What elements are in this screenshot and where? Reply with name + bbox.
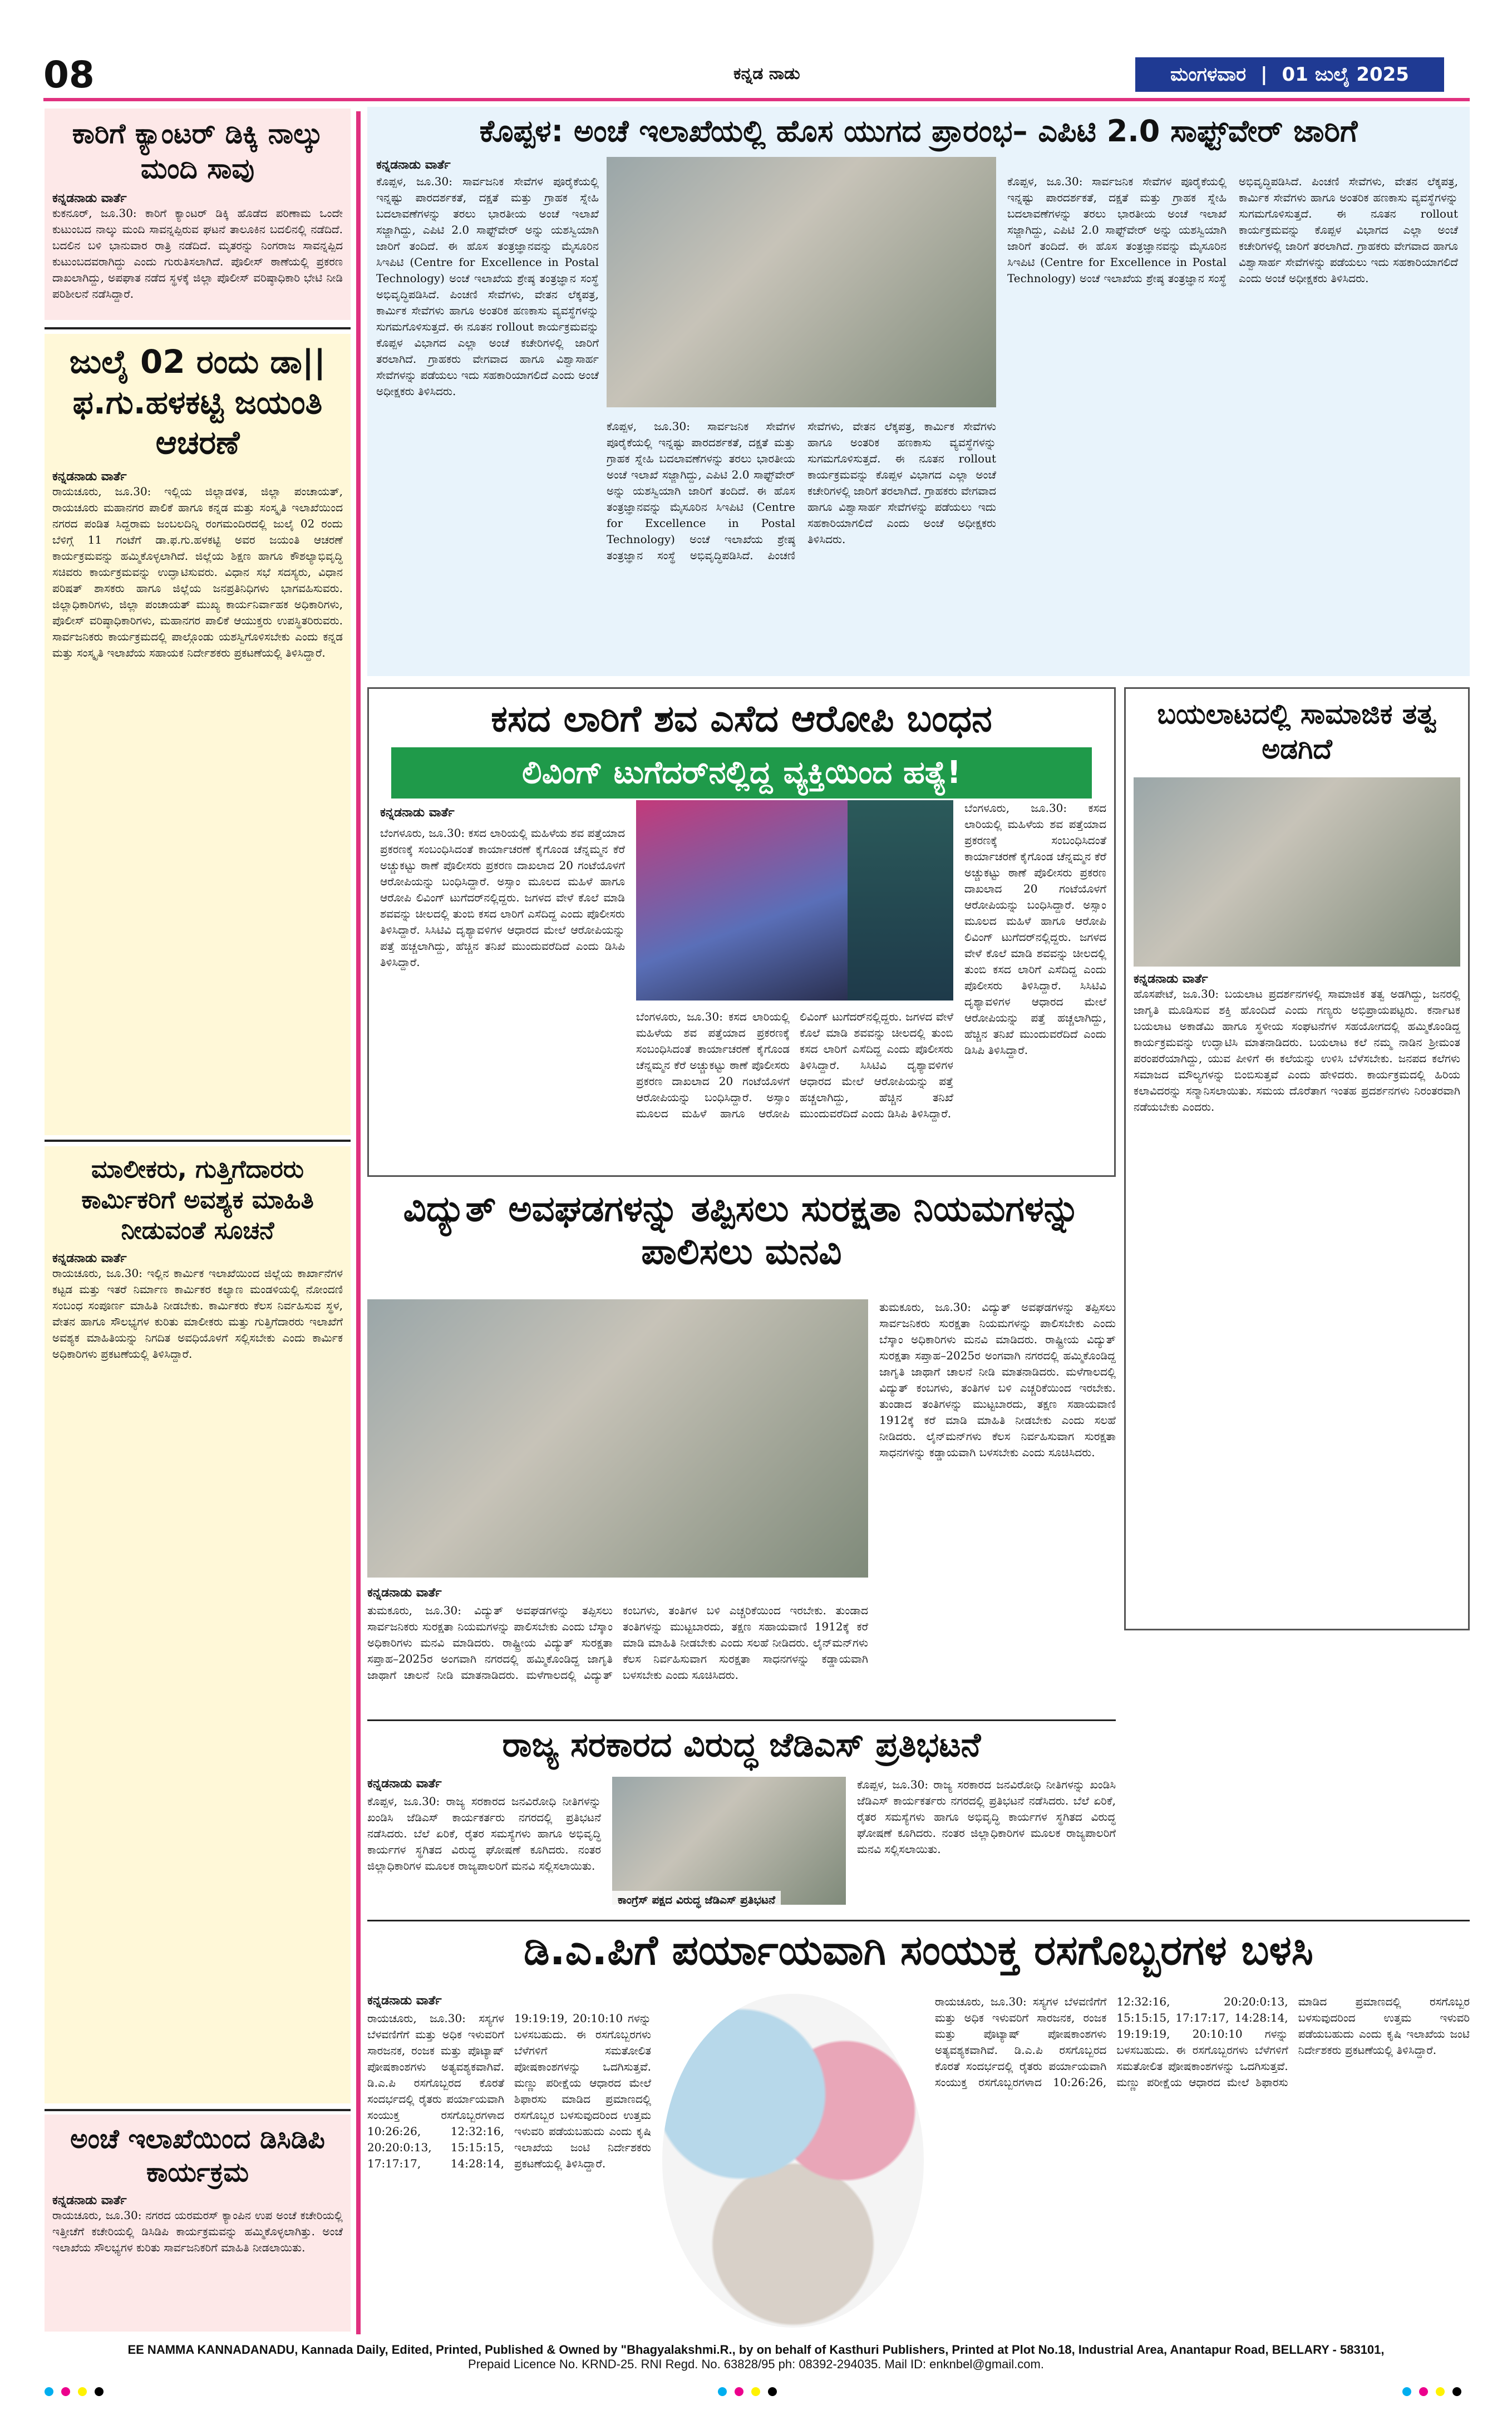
story-labour-info <box>45 1146 351 2103</box>
byline: ಕನ್ನಡನಾಡು ವಾರ್ತೆ <box>367 1777 442 1791</box>
headline: ವಿದ್ಯುತ್ ಅವಘಡಗಳನ್ನು ತಪ್ಪಿಸಲು ಸುರಕ್ಷತಾ ನಿಯಮಗಳನ್ನು ಪಾಲಿಸಲು ಮನವಿ <box>403 1189 1080 1273</box>
byline: ಕನ್ನಡನಾಡು ವಾರ್ತೆ <box>52 191 127 205</box>
article-body-continued: ಕೊಪ್ಪಳ, ಜೂ.30: ಸಾರ್ವಜನಿಕ ಸೇವೆಗಳ ಪೂರೈಕೆಯಲ್ಲಿ ಇನ್ನಷ್ಟು ಪಾರದರ್ಶಕತೆ, ದಕ್ಷತೆ ಮತ್ತು ಗ್ರಾಹಕ ಸ್ನೇಹಿ ಬದಲಾವಣೆಗಳನ್ನು ತರಲು ಭಾರತೀಯ ಅಂಚೆ ಇಲಾಖೆ ಸಜ್ಜಾಗಿದ್ದು, ಎಪಿಟಿ 2.0 ಸಾಫ್ಟ್‌ವೇರ್ ಅನ್ನು ಯಶಸ್ವಿಯಾಗಿ ಜಾರಿಗೆ ತಂದಿದೆ. ಈ ಹೊಸ ತಂತ್ರಜ್ಞಾನವನ್ನು ಮೈಸೂರಿನ ಸಿಇಪಿಟಿ (Centre for Excellence in Postal Technology) ಅಂಚೆ ಇಲಾಖೆಯ ಶ್ರೇಷ್ಠ ತಂತ್ರಜ್ಞಾನ ಸಂಸ್ಥೆ ಅಭಿವೃದ್ಧಿಪಡಿಸಿದೆ. ಪಿಂಚಣಿ ಸೇವೆಗಳು, ವೇತನ ಲೆಕ್ಕಪತ್ರ, ಕಾರ್ಮಿಕ ಸೇವೆಗಳು ಹಾಗೂ ಅಂತರಿಕ ಹಣಕಾಸು ವ್ಯವಸ್ಥೆಗಳನ್ನು ಸುಗಮಗೊಳಿಸುತ್ತದೆ. ಈ ನೂತನ rollout ಕಾರ್ಯಕ್ರಮವನ್ನು ಕೊಪ್ಪಳ ವಿಭಾಗದ ಎಲ್ಲಾ ಅಂಚೆ ಕಚೇರಿಗಳಲ್ಲಿ ಜಾರಿಗೆ ತರಲಾಗಿದೆ. ಗ್ರಾಹಕರು ವೇಗವಾದ ಹಾಗೂ ವಿಶ್ವಾಸಾರ್ಹ ಸೇವೆಗಳನ್ನು ಪಡೆಯಲು ಇದು ಸಹಕಾರಿಯಾಗಲಿದೆ ಎಂದು ಅಂಚೆ ಅಧೀಕ್ಷಕರು ತಿಳಿಸಿದರು. <box>1007 175 1458 285</box>
color-registration-marks-left <box>45 2387 104 2396</box>
story-post-dcdp <box>45 2115 351 2332</box>
fertilizer-granules-image <box>662 1994 924 2328</box>
accused-photo <box>848 800 953 1001</box>
headline: ಮಾಲೀಕರು, ಗುತ್ತಿಗೆದಾರರು ಕಾರ್ಮಿಕರಿಗೆ ಅವಶ್ಯಕ ಮಾಹಿತಿ ನೀಡುವಂತೆ ಸೂಚನೆ <box>81 1155 314 1245</box>
article-body-right: ಬೆಂಗಳೂರು, ಜೂ.30: ಕಸದ ಲಾರಿಯಲ್ಲಿ ಮಹಿಳೆಯ ಶವ ಪತ್ತೆಯಾದ ಪ್ರಕರಣಕ್ಕೆ ಸಂಬಂಧಿಸಿದಂತೆ ಕಾರ್ಯಾಚರಣೆ ಕೈಗೊಂಡ ಚೆನ್ನಮ್ಮನ ಕೆರೆ ಅಚ್ಚುಕಟ್ಟು ಠಾಣೆ ಪೊಲೀಸರು ಪ್ರಕರಣ ದಾಖಲಾದ 20 ಗಂಟೆಯೊಳಗೆ ಆರೋಪಿಯನ್ನು ಬಂಧಿಸಿದ್ದಾರೆ. ಅಸ್ಸಾಂ ಮೂಲದ ಮಹಿಳೆ ಹಾಗೂ ಆರೋಪಿ ಲಿವಿಂಗ್ ಟುಗೆದರ್‌ನಲ್ಲಿದ್ದರು. ಜಗಳದ ವೇಳೆ ಕೊಲೆ ಮಾಡಿ ಶವವನ್ನು ಚೀಲದಲ್ಲಿ ತುಂಬಿ ಕಸದ ಲಾರಿಗೆ ಎಸೆದಿದ್ದ ಎಂದು ಪೊಲೀಸರು ತಿಳಿಸಿದ್ದಾರೆ. ಸಿಸಿಟಿವಿ ದೃಶ್ಯಾವಳಿಗಳ ಆಧಾರದ ಮೇಲೆ ಆರೋಪಿಯನ್ನು ಪತ್ತೆ ಹಚ್ಚಲಾಗಿದ್ದು, ಹೆಚ್ಚಿನ ತನಿಖೆ ಮುಂದುವರೆದಿದೆ ಎಂದು ಡಿಸಿಪಿ ತಿಳಿಸಿದ್ದಾರೆ. <box>964 801 1106 1057</box>
imprint-line-1: EE NAMMA KANNADANADU, Kannada Daily, Edited, Printed, Published & Owned by "Bhagyalakshmi.R., by on behalf of Kasthuri Publishers, Printed at Plot No.18, Industrial Area, Anantapur Road, BELLARY - 583101, <box>127 2343 1385 2357</box>
protest-photo <box>612 1777 846 1905</box>
story-bayalata <box>1124 687 1470 1630</box>
byline: ಕನ್ನಡನಾಡು ವಾರ್ತೆ <box>376 157 451 172</box>
story-canter-accident <box>45 109 351 320</box>
byline: ಕನ್ನಡನಾಡು ವಾರ್ತೆ <box>367 1994 442 2008</box>
paper-name: ಕನ್ನಡ ನಾಡು <box>733 64 800 83</box>
article-body: ಕುಕನೂರ್, ಜೂ.30: ಕಾರಿಗೆ ಕ್ಯಾಂಟರ್ ಡಿಕ್ಕಿ ಹೊಡೆದ ಪರಿಣಾಮ ಒಂದೇ ಕುಟುಂಬದ ನಾಲ್ಕು ಮಂದಿ ಸಾವನ್ನಪ್ಪಿರುವ ಘಟನೆ ತಾಲೂಕಿನ ಬದಲಿನಲ್ಲಿ ನಡೆದಿದೆ. ಬದಲಿನ ಬಳಿ ಭಾನುವಾರ ರಾತ್ರಿ ನಡೆದಿದೆ. ಮೃತರನ್ನು ನಿಂಗರಾಜ ಸಾವನ್ನಪ್ಪಿದ ಕುಟುಂಬದವರಾಗಿದ್ದು ಎಂದು ಗುರುತಿಸಲಾಗಿದೆ. ಪೊಲೀಸ್ ಠಾಣೆಯಲ್ಲಿ ಪ್ರಕರಣ ದಾಖಲಾಗಿದ್ದು, ಅಪಘಾತ ನಡೆದ ಸ್ಥಳಕ್ಕೆ ಜಿಲ್ಲಾ ಪೊಲೀಸ್ ವರಿಷ್ಠಾಧಿಕಾರಿ ಭೇಟಿ ನೀಡಿ ಪರಿಶೀಲನೆ ನಡೆಸಿದ್ದಾರೆ. <box>52 206 343 300</box>
header-rule <box>43 98 1470 101</box>
color-registration-marks-center <box>718 2387 777 2396</box>
byline: ಕನ್ನಡನಾಡು ವಾರ್ತೆ <box>367 1586 442 1600</box>
article-body: ರಾಯಚೂರು, ಜೂ.30: ಇಲ್ಲಿಯ ಜಿಲ್ಲಾಡಳಿತ, ಜಿಲ್ಲಾ ಪಂಚಾಯತ್, ರಾಯಚೂರು ಮಹಾನಗರ ಪಾಲಿಕೆ ಹಾಗೂ ಕನ್ನಡ ಮತ್ತು ಸಂಸ್ಕೃತಿ ಇಲಾಖೆಯಿಂದ ನಗರದ ಪಂಡಿತ ಸಿದ್ದರಾಮ ಜಂಬಲದಿನ್ನಿ ರಂಗಮಂದಿರದಲ್ಲಿ ಜುಲೈ 02 ರಂದು ಬೆಳಿಗ್ಗೆ 11 ಗಂಟೆಗೆ ಡಾ.ಫ.ಗು.ಹಳಕಟ್ಟಿ ಅವರ ಜಯಂತಿ ಆಚರಣೆ ಕಾರ್ಯಕ್ರಮವನ್ನು ಹಮ್ಮಿಕೊಳ್ಳಲಾಗಿದೆ. ಜಿಲ್ಲೆಯ ಶಿಕ್ಷಣ ಹಾಗೂ ಕೌಶಲ್ಯಾಭಿವೃದ್ಧಿ ಸಚಿವರು ಕಾರ್ಯಕ್ರಮವನ್ನು ಉದ್ಘಾಟಿಸುವರು. ವಿಧಾನ ಸಭೆ ಸದಸ್ಯರು, ವಿಧಾನ ಪರಿಷತ್ ಶಾಸಕರು ಹಾಗೂ ಜಿಲ್ಲೆಯ ಜನಪ್ರತಿನಿಧಿಗಳು ಭಾಗವಹಿಸುವರು. ಜಿಲ್ಲಾಧಿಕಾರಿಗಳು, ಜಿಲ್ಲಾ ಪಂಚಾಯತ್ ಮುಖ್ಯ ಕಾರ್ಯನಿರ್ವಾಹಕ ಅಧಿಕಾರಿಗಳು, ಪೊಲೀಸ್ ವರಿಷ್ಠಾಧಿಕಾರಿಗಳು, ಮಹಾನಗರ ಪಾಲಿಕೆ ಆಯುಕ್ತರು ಉಪಸ್ಥಿತರಿರುವರು. ಸಾರ್ವಜನಿಕರು ಕಾರ್ಯಕ್ರಮದಲ್ಲಿ ಪಾಲ್ಗೊಂಡು ಯಶಸ್ವಿಗೊಳಿಸಬೇಕು ಎಂದು ಕನ್ನಡ ಮತ್ತು ಸಂಸ್ಕೃತಿ ಇಲಾಖೆಯ ಸಹಾಯಕ ನಿರ್ದೇಶಕರು ಪ್ರಕಟಣೆಯಲ್ಲಿ ತಿಳಿಸಿದ್ದಾರೆ. <box>52 484 343 659</box>
headline: ಕಸದ ಲಾರಿಗೆ ಶವ ಎಸೆದ ಆರೋಪಿ ಬಂಧನ <box>491 697 992 740</box>
victim-photo <box>636 800 848 1001</box>
headline: ಬಯಲಾಟದಲ್ಲಿ ಸಾಮಾಜಿಕ ತತ್ವ ಅಡಗಿದೆ <box>1157 698 1437 765</box>
imprint-line-2: Prepaid Licence No. KRND-25. RNI Regd. No. 63828/95 ph: 08392-294035. Mail ID: enknbel@gmail.com. <box>468 2357 1044 2371</box>
story-electric-safety <box>367 1188 1116 1711</box>
story-fertilizer <box>367 1920 1470 2336</box>
article-body: ರಾಯಚೂರು, ಜೂ.30: ಇಲ್ಲಿನ ಕಾರ್ಮಿಕ ಇಲಾಖೆಯಿಂದ ಜಿಲ್ಲೆಯ ಕಾರ್ಖಾನೆಗಳ ಕಟ್ಟಡ ಮತ್ತು ಇತರೆ ನಿರ್ಮಾಣ ಕಾರ್ಮಿಕರ ಕಲ್ಯಾಣ ಮಂಡಳಿಯಲ್ಲಿ ನೋಂದಣಿ ಸಂಬಂಧ ಸಂಪೂರ್ಣ ಮಾಹಿತಿ ನೀಡಬೇಕು. ಕಾರ್ಮಿಕರು ಕೆಲಸ ನಿರ್ವಹಿಸುವ ಸ್ಥಳ, ವೇತನ ಹಾಗೂ ಸೌಲಭ್ಯಗಳ ಕುರಿತು ಮಾಲೀಕರು ಮತ್ತು ಗುತ್ತಿಗೆದಾರರು ಇಲಾಖೆಗೆ ಅವಶ್ಯಕ ಮಾಹಿತಿಯನ್ನು ನಿಗದಿತ ಅವಧಿಯೊಳಗೆ ಸಲ್ಲಿಸಬೇಕು ಎಂದು ಕಾರ್ಮಿಕ ಅಧಿಕಾರಿಗಳು ಪ್ರಕಟಣೆಯಲ್ಲಿ ತಿಳಿಸಿದ್ದಾರೆ. <box>52 1266 343 1361</box>
article-body-right: ಕೊಪ್ಪಳ, ಜೂ.30: ರಾಜ್ಯ ಸರಕಾರದ ಜನವಿರೋಧಿ ನೀತಿಗಳನ್ನು ಖಂಡಿಸಿ ಜೆಡಿಎಸ್ ಕಾರ್ಯಕರ್ತರು ನಗರದಲ್ಲಿ ಪ್ರತಿಭಟನೆ ನಡೆಸಿದರು. ಬೆಲೆ ಏರಿಕೆ, ರೈತರ ಸಮಸ್ಯೆಗಳು ಹಾಗೂ ಅಭಿವೃದ್ಧಿ ಕಾರ್ಯಗಳ ಸ್ಥಗಿತದ ವಿರುದ್ಧ ಘೋಷಣೆ ಕೂಗಿದರು. ನಂತರ ಜಿಲ್ಲಾಧಿಕಾರಿಗಳ ಮೂಲಕ ರಾಜ್ಯಪಾಲರಿಗೆ ಮನವಿ ಸಲ್ಲಿಸಲಾಯಿತು. <box>857 1778 1116 1856</box>
byline: ಕನ್ನಡನಾಡು ವಾರ್ತೆ <box>380 806 455 820</box>
subheadline-banner: ಲಿವಿಂಗ್ ಟುಗೆದರ್‌ನಲ್ಲಿದ್ದ ವ್ಯಕ್ತಿಯಿಂದ ಹತ್ಯೆ! <box>391 747 1092 799</box>
day-label: ಮಂಗಳವಾರ <box>1170 63 1247 86</box>
byline: ಕನ್ನಡನಾಡು ವಾರ್ತೆ <box>52 2194 127 2207</box>
headline: ರಾಜ್ಯ ಸರಕಾರದ ವಿರುದ್ಧ ಜೆಡಿಎಸ್ ಪ್ರತಿಭಟನೆ <box>502 1726 981 1765</box>
article-body: ರಾಯಚೂರು, ಜೂ.30: ಸಸ್ಯಗಳ ಬೆಳವಣಿಗೆಗೆ ಮತ್ತು ಅಧಿಕ ಇಳುವರಿಗೆ ಸಾರಜನಕ, ರಂಜಕ ಮತ್ತು ಪೊಟ್ಯಾಷ್ ಪೋಷಕಾಂಶಗಳು ಅತ್ಯವಶ್ಯಕವಾಗಿವೆ. ಡಿ.ಎ.ಪಿ ರಸಗೊಬ್ಬರದ ಕೊರತೆ ಸಂದರ್ಭದಲ್ಲಿ ರೈತರು ಪರ್ಯಾಯವಾಗಿ ಸಂಯುಕ್ತ ರಸಗೊಬ್ಬರಗಳಾದ 10:26:26, 12:32:16, 20:20:0:13, 15:15:15, 17:17:17, 14:28:14, 19:19:19, 20:10:10 ಗಳನ್ನು ಬಳಸಬಹುದು. ಈ ರಸಗೊಬ್ಬರಗಳು ಬೆಳೆಗಳಿಗೆ ಸಮತೋಲಿತ ಪೋಷಕಾಂಶಗಳನ್ನು ಒದಗಿಸುತ್ತವೆ. ಮಣ್ಣು ಪರೀಕ್ಷೆಯ ಆಧಾರದ ಮೇಲೆ ಶಿಫಾರಸು ಮಾಡಿದ ಪ್ರಮಾಣದಲ್ಲಿ ರಸಗೊಬ್ಬರ ಬಳಸುವುದರಿಂದ ಉತ್ತಮ ಇಳುವರಿ ಪಡೆಯಬಹುದು ಎಂದು ಕೃಷಿ ಇಲಾಖೆಯ ಜಂಟಿ ನಿರ್ದೇಶಕರು ಪ್ರಕಟಣೆಯಲ್ಲಿ ತಿಳಿಸಿದ್ದಾರೆ. <box>367 2012 651 2170</box>
story-halakatti-jayanti <box>45 334 351 1135</box>
article-body: ಕೊಪ್ಪಳ, ಜೂ.30: ರಾಜ್ಯ ಸರಕಾರದ ಜನವಿರೋಧಿ ನೀತಿಗಳನ್ನು ಖಂಡಿಸಿ ಜೆಡಿಎಸ್ ಕಾರ್ಯಕರ್ತರು ನಗರದಲ್ಲಿ ಪ್ರತಿಭಟನೆ ನಡೆಸಿದರು. ಬೆಲೆ ಏರಿಕೆ, ರೈತರ ಸಮಸ್ಯೆಗಳು ಹಾಗೂ ಅಭಿವೃದ್ಧಿ ಕಾರ್ಯಗಳ ಸ್ಥಗಿತದ ವಿರುದ್ಧ ಘೋಷಣೆ ಕೂಗಿದರು. ನಂತರ ಜಿಲ್ಲಾಧಿಕಾರಿಗಳ ಮೂಲಕ ರಾಜ್ಯಪಾಲರಿಗೆ ಮನವಿ ಸಲ್ಲಿಸಲಾಯಿತು. <box>367 1795 601 1872</box>
headline: ಕೊಪ್ಪಳ: ಅಂಚೆ ಇಲಾಖೆಯಲ್ಲಿ ಹೊಸ ಯುಗದ ಪ್ರಾರಂಭ– ಎಪಿಟಿ 2.0 ಸಾಫ್ಟ್‌ವೇರ್ ಜಾರಿಗೆ <box>479 114 1358 149</box>
article-body: ರಾಯಚೂರು, ಜೂ.30: ನಗರದ ಯರಮರಸ್ ಕ್ಯಾಂಪಿನ ಉಪ ಅಂಚೆ ಕಚೇರಿಯಲ್ಲಿ ಇತ್ತೀಚೆಗೆ ಕಚೇರಿಯಲ್ಲಿ ಡಿಸಿಡಿಪಿ ಕಾರ್ಯಕ್ರಮವನ್ನು ಹಮ್ಮಿಕೊಳ್ಳಲಾಗಿತ್ತು. ಅಂಚೆ ಇಲಾಖೆಯ ಸೌಲಭ್ಯಗಳ ಕುರಿತು ಸಾರ್ವಜನಿಕರಿಗೆ ಮಾಹಿತಿ ನೀಡಲಾಯಿತು. <box>52 2209 343 2254</box>
page-number: 08 <box>43 53 95 96</box>
story-garbage-lorry <box>367 687 1116 1177</box>
article-body-lower: ಬೆಂಗಳೂರು, ಜೂ.30: ಕಸದ ಲಾರಿಯಲ್ಲಿ ಮಹಿಳೆಯ ಶವ ಪತ್ತೆಯಾದ ಪ್ರಕರಣಕ್ಕೆ ಸಂಬಂಧಿಸಿದಂತೆ ಕಾರ್ಯಾಚರಣೆ ಕೈಗೊಂಡ ಚೆನ್ನಮ್ಮನ ಕೆರೆ ಅಚ್ಚುಕಟ್ಟು ಠಾಣೆ ಪೊಲೀಸರು ಪ್ರಕರಣ ದಾಖಲಾದ 20 ಗಂಟೆಯೊಳಗೆ ಆರೋಪಿಯನ್ನು ಬಂಧಿಸಿದ್ದಾರೆ. ಅಸ್ಸಾಂ ಮೂಲದ ಮಹಿಳೆ ಹಾಗೂ ಆರೋಪಿ ಲಿವಿಂಗ್ ಟುಗೆದರ್‌ನಲ್ಲಿದ್ದರು. ಜಗಳದ ವೇಳೆ ಕೊಲೆ ಮಾಡಿ ಶವವನ್ನು ಚೀಲದಲ್ಲಿ ತುಂಬಿ ಕಸದ ಲಾರಿಗೆ ಎಸೆದಿದ್ದ ಎಂದು ಪೊಲೀಸರು ತಿಳಿಸಿದ್ದಾರೆ. ಸಿಸಿಟಿವಿ ದೃಶ್ಯಾವಳಿಗಳ ಆಧಾರದ ಮೇಲೆ ಆರೋಪಿಯನ್ನು ಪತ್ತೆ ಹಚ್ಚಲಾಗಿದ್ದು, ಹೆಚ್ಚಿನ ತನಿಖೆ ಮುಂದುವರೆದಿದೆ ಎಂದು ಡಿಸಿಪಿ ತಿಳಿಸಿದ್ದಾರೆ. <box>636 1010 953 1120</box>
story-apt-software <box>367 107 1470 676</box>
article-body: ಬೆಂಗಳೂರು, ಜೂ.30: ಕಸದ ಲಾರಿಯಲ್ಲಿ ಮಹಿಳೆಯ ಶವ ಪತ್ತೆಯಾದ ಪ್ರಕರಣಕ್ಕೆ ಸಂಬಂಧಿಸಿದಂತೆ ಕಾರ್ಯಾಚರಣೆ ಕೈಗೊಂಡ ಚೆನ್ನಮ್ಮನ ಕೆರೆ ಅಚ್ಚುಕಟ್ಟು ಠಾಣೆ ಪೊಲೀಸರು ಪ್ರಕರಣ ದಾಖಲಾದ 20 ಗಂಟೆಯೊಳಗೆ ಆರೋಪಿಯನ್ನು ಬಂಧಿಸಿದ್ದಾರೆ. ಅಸ್ಸಾಂ ಮೂಲದ ಮಹಿಳೆ ಹಾಗೂ ಆರೋಪಿ ಲಿವಿಂಗ್ ಟುಗೆದರ್‌ನಲ್ಲಿದ್ದರು. ಜಗಳದ ವೇಳೆ ಕೊಲೆ ಮಾಡಿ ಶವವನ್ನು ಚೀಲದಲ್ಲಿ ತುಂಬಿ ಕಸದ ಲಾರಿಗೆ ಎಸೆದಿದ್ದ ಎಂದು ಪೊಲೀಸರು ತಿಳಿಸಿದ್ದಾರೆ. ಸಿಸಿಟಿವಿ ದೃಶ್ಯಾವಳಿಗಳ ಆಧಾರದ ಮೇಲೆ ಆರೋಪಿಯನ್ನು ಪತ್ತೆ ಹಚ್ಚಲಾಗಿದ್ದು, ಹೆಚ್ಚಿನ ತನಿಖೆ ಮುಂದುವರೆದಿದೆ ಎಂದು ಡಿಸಿಪಿ ತಿಳಿಸಿದ್ದಾರೆ. <box>380 826 625 969</box>
imprint-footer <box>0 2343 1512 2372</box>
color-registration-marks-right <box>1402 2387 1461 2396</box>
headline: ಅಂಚೆ ಇಲಾಖೆಯಿಂದ ಡಿಸಿಡಿಪಿ ಕಾರ್ಯಕ್ರಮ <box>70 2123 325 2188</box>
safety-rally-photo <box>367 1299 868 1578</box>
post-office-photo <box>607 157 996 407</box>
headline: ಕಾರಿಗೆ ಕ್ಯಾಂಟರ್ ಡಿಕ್ಕಿ ನಾಲ್ಕು ಮಂದಿ ಸಾವು <box>72 117 323 185</box>
byline: ಕನ್ನಡನಾಡು ವಾರ್ತೆ <box>52 469 127 484</box>
byline: ಕನ್ನಡನಾಡು ವಾರ್ತೆ <box>1134 972 1208 986</box>
article-body-lower: ಕೊಪ್ಪಳ, ಜೂ.30: ಸಾರ್ವಜನಿಕ ಸೇವೆಗಳ ಪೂರೈಕೆಯಲ್ಲಿ ಇನ್ನಷ್ಟು ಪಾರದರ್ಶಕತೆ, ದಕ್ಷತೆ ಮತ್ತು ಗ್ರಾಹಕ ಸ್ನೇಹಿ ಬದಲಾವಣೆಗಳನ್ನು ತರಲು ಭಾರತೀಯ ಅಂಚೆ ಇಲಾಖೆ ಸಜ್ಜಾಗಿದ್ದು, ಎಪಿಟಿ 2.0 ಸಾಫ್ಟ್‌ವೇರ್ ಅನ್ನು ಯಶಸ್ವಿಯಾಗಿ ಜಾರಿಗೆ ತಂದಿದೆ. ಈ ಹೊಸ ತಂತ್ರಜ್ಞಾನವನ್ನು ಮೈಸೂರಿನ ಸಿಇಪಿಟಿ (Centre for Excellence in Postal Technology) ಅಂಚೆ ಇಲಾಖೆಯ ಶ್ರೇಷ್ಠ ತಂತ್ರಜ್ಞಾನ ಸಂಸ್ಥೆ ಅಭಿವೃದ್ಧಿಪಡಿಸಿದೆ. ಪಿಂಚಣಿ ಸೇವೆಗಳು, ವೇತನ ಲೆಕ್ಕಪತ್ರ, ಕಾರ್ಮಿಕ ಸೇವೆಗಳು ಹಾಗೂ ಅಂತರಿಕ ಹಣಕಾಸು ವ್ಯವಸ್ಥೆಗಳನ್ನು ಸುಗಮಗೊಳಿಸುತ್ತದೆ. ಈ ನೂತನ rollout ಕಾರ್ಯಕ್ರಮವನ್ನು ಕೊಪ್ಪಳ ವಿಭಾಗದ ಎಲ್ಲಾ ಅಂಚೆ ಕಚೇರಿಗಳಲ್ಲಿ ಜಾರಿಗೆ ತರಲಾಗಿದೆ. ಗ್ರಾಹಕರು ವೇಗವಾದ ಹಾಗೂ ವಿಶ್ವಾಸಾರ್ಹ ಸೇವೆಗಳನ್ನು ಪಡೆಯಲು ಇದು ಸಹಕಾರಿಯಾಗಲಿದೆ ಎಂದು ಅಂಚೆ ಅಧೀಕ್ಷಕರು ತಿಳಿಸಿದರು. <box>607 420 996 562</box>
article-body: ಕೊಪ್ಪಳ, ಜೂ.30: ಸಾರ್ವಜನಿಕ ಸೇವೆಗಳ ಪೂರೈಕೆಯಲ್ಲಿ ಇನ್ನಷ್ಟು ಪಾರದರ್ಶಕತೆ, ದಕ್ಷತೆ ಮತ್ತು ಗ್ರಾಹಕ ಸ್ನೇಹಿ ಬದಲಾವಣೆಗಳನ್ನು ತರಲು ಭಾರತೀಯ ಅಂಚೆ ಇಲಾಖೆ ಸಜ್ಜಾಗಿದ್ದು, ಎಪಿಟಿ 2.0 ಸಾಫ್ಟ್‌ವೇರ್ ಅನ್ನು ಯಶಸ್ವಿಯಾಗಿ ಜಾರಿಗೆ ತಂದಿದೆ. ಈ ಹೊಸ ತಂತ್ರಜ್ಞಾನವನ್ನು ಮೈಸೂರಿನ ಸಿಇಪಿಟಿ (Centre for Excellence in Postal Technology) ಅಂಚೆ ಇಲಾಖೆಯ ಶ್ರೇಷ್ಠ ತಂತ್ರಜ್ಞಾನ ಸಂಸ್ಥೆ ಅಭಿವೃದ್ಧಿಪಡಿಸಿದೆ. ಪಿಂಚಣಿ ಸೇವೆಗಳು, ವೇತನ ಲೆಕ್ಕಪತ್ರ, ಕಾರ್ಮಿಕ ಸೇವೆಗಳು ಹಾಗೂ ಅಂತರಿಕ ಹಣಕಾಸು ವ್ಯವಸ್ಥೆಗಳನ್ನು ಸುಗಮಗೊಳಿಸುತ್ತದೆ. ಈ ನೂತನ rollout ಕಾರ್ಯಕ್ರಮವನ್ನು ಕೊಪ್ಪಳ ವಿಭಾಗದ ಎಲ್ಲಾ ಅಂಚೆ ಕಚೇರಿಗಳಲ್ಲಿ ಜಾರಿಗೆ ತರಲಾಗಿದೆ. ಗ್ರಾಹಕರು ವೇಗವಾದ ಹಾಗೂ ವಿಶ್ವಾಸಾರ್ಹ ಸೇವೆಗಳನ್ನು ಪಡೆಯಲು ಇದು ಸಹಕಾರಿಯಾಗಲಿದೆ ಎಂದು ಅಂಚೆ ಅಧೀಕ್ಷಕರು ತಿಳಿಸಿದರು. <box>376 175 599 398</box>
article-body: ಹೊಸಪೇಟೆ, ಜೂ.30: ಬಯಲಾಟ ಪ್ರದರ್ಶನಗಳಲ್ಲಿ ಸಾಮಾಜಿಕ ತತ್ವ ಅಡಗಿದ್ದು, ಜನರಲ್ಲಿ ಜಾಗೃತಿ ಮೂಡಿಸುವ ಶಕ್ತಿ ಹೊಂದಿದೆ ಎಂದು ಗಣ್ಯರು ಅಭಿಪ್ರಾಯಪಟ್ಟರು. ಕರ್ನಾಟಕ ಬಯಲಾಟ ಅಕಾಡೆಮಿ ಹಾಗೂ ಸ್ಥಳೀಯ ಸಂಘಟನೆಗಳ ಸಹಯೋಗದಲ್ಲಿ ಹಮ್ಮಿಕೊಂಡಿದ್ದ ಕಾರ್ಯಕ್ರಮವನ್ನು ಉದ್ಘಾಟಿಸಿ ಮಾತನಾಡಿದರು. ಬಯಲಾಟ ಕಲೆ ನಮ್ಮ ನಾಡಿನ ಶ್ರೀಮಂತ ಪರಂಪರೆಯಾಗಿದ್ದು, ಯುವ ಪೀಳಿಗೆ ಈ ಕಲೆಯನ್ನು ಉಳಿಸಿ ಬೆಳೆಸಬೇಕು. ಜನಪದ ಕಲೆಗಳು ಸಮಾಜದ ಮೌಲ್ಯಗಳನ್ನು ಬಿಂಬಿಸುತ್ತವೆ ಎಂದು ಹೇಳಿದರು. ಕಾರ್ಯಕ್ರಮದಲ್ಲಿ ಹಿರಿಯ ಕಲಾವಿದರನ್ನು ಸನ್ಮಾನಿಸಲಾಯಿತು. ಸಮಯ ದೊರೆತಾಗ ಇಂತಹ ಪ್ರದರ್ಶನಗಳು ನಿರಂತರವಾಗಿ ನಡೆಯಬೇಕು ಎಂದರು. <box>1134 987 1460 1113</box>
article-body: ತುಮಕೂರು, ಜೂ.30: ವಿದ್ಯುತ್ ಅವಘಡಗಳನ್ನು ತಪ್ಪಿಸಲು ಸಾರ್ವಜನಿಕರು ಸುರಕ್ಷತಾ ನಿಯಮಗಳನ್ನು ಪಾಲಿಸಬೇಕು ಎಂದು ಬೆಸ್ಕಾಂ ಅಧಿಕಾರಿಗಳು ಮನವಿ ಮಾಡಿದರು. ರಾಷ್ಟ್ರೀಯ ವಿದ್ಯುತ್ ಸುರಕ್ಷತಾ ಸಪ್ತಾಹ–2025ರ ಅಂಗವಾಗಿ ನಗರದಲ್ಲಿ ಹಮ್ಮಿಕೊಂಡಿದ್ದ ಜಾಗೃತಿ ಜಾಥಾಗೆ ಚಾಲನೆ ನೀಡಿ ಮಾತನಾಡಿದರು. ಮಳೆಗಾಲದಲ್ಲಿ ವಿದ್ಯುತ್ ಕಂಬಗಳು, ತಂತಿಗಳ ಬಳಿ ಎಚ್ಚರಿಕೆಯಿಂದ ಇರಬೇಕು. ತುಂಡಾದ ತಂತಿಗಳನ್ನು ಮುಟ್ಟಬಾರದು, ತಕ್ಷಣ ಸಹಾಯವಾಣಿ 1912ಕ್ಕೆ ಕರೆ ಮಾಡಿ ಮಾಹಿತಿ ನೀಡಬೇಕು ಎಂದು ಸಲಹೆ ನೀಡಿದರು. ಲೈನ್‌ಮನ್‌ಗಳು ಕೆಲಸ ನಿರ್ವಹಿಸುವಾಗ ಸುರಕ್ಷತಾ ಸಾಧನಗಳನ್ನು ಕಡ್ಡಾಯವಾಗಿ ಬಳಸಬೇಕು ಎಂದು ಸೂಚಿಸಿದರು. <box>879 1300 1116 1459</box>
article-body-right: ರಾಯಚೂರು, ಜೂ.30: ಸಸ್ಯಗಳ ಬೆಳವಣಿಗೆಗೆ ಮತ್ತು ಅಧಿಕ ಇಳುವರಿಗೆ ಸಾರಜನಕ, ರಂಜಕ ಮತ್ತು ಪೊಟ್ಯಾಷ್ ಪೋಷಕಾಂಶಗಳು ಅತ್ಯವಶ್ಯಕವಾಗಿವೆ. ಡಿ.ಎ.ಪಿ ರಸಗೊಬ್ಬರದ ಕೊರತೆ ಸಂದರ್ಭದಲ್ಲಿ ರೈತರು ಪರ್ಯಾಯವಾಗಿ ಸಂಯುಕ್ತ ರಸಗೊಬ್ಬರಗಳಾದ 10:26:26, 12:32:16, 20:20:0:13, 15:15:15, 17:17:17, 14:28:14, 19:19:19, 20:10:10 ಗಳನ್ನು ಬಳಸಬಹುದು. ಈ ರಸಗೊಬ್ಬರಗಳು ಬೆಳೆಗಳಿಗೆ ಸಮತೋಲಿತ ಪೋಷಕಾಂಶಗಳನ್ನು ಒದಗಿಸುತ್ತವೆ. ಮಣ್ಣು ಪರೀಕ್ಷೆಯ ಆಧಾರದ ಮೇಲೆ ಶಿಫಾರಸು ಮಾಡಿದ ಪ್ರಮಾಣದಲ್ಲಿ ರಸಗೊಬ್ಬರ ಬಳಸುವುದರಿಂದ ಉತ್ತಮ ಇಳುವರಿ ಪಡೆಯಬಹುದು ಎಂದು ಕೃಷಿ ಇಲಾಖೆಯ ಜಂಟಿ ನಿರ್ದೇಶಕರು ಪ್ರಕಟಣೆಯಲ್ಲಿ ತಿಳಿಸಿದ್ದಾರೆ. <box>935 1995 1470 2089</box>
article-body-lower: ತುಮಕೂರು, ಜೂ.30: ವಿದ್ಯುತ್ ಅವಘಡಗಳನ್ನು ತಪ್ಪಿಸಲು ಸಾರ್ವಜನಿಕರು ಸುರಕ್ಷತಾ ನಿಯಮಗಳನ್ನು ಪಾಲಿಸಬೇಕು ಎಂದು ಬೆಸ್ಕಾಂ ಅಧಿಕಾರಿಗಳು ಮನವಿ ಮಾಡಿದರು. ರಾಷ್ಟ್ರೀಯ ವಿದ್ಯುತ್ ಸುರಕ್ಷತಾ ಸಪ್ತಾಹ–2025ರ ಅಂಗವಾಗಿ ನಗರದಲ್ಲಿ ಹಮ್ಮಿಕೊಂಡಿದ್ದ ಜಾಗೃತಿ ಜಾಥಾಗೆ ಚಾಲನೆ ನೀಡಿ ಮಾತನಾಡಿದರು. ಮಳೆಗಾಲದಲ್ಲಿ ವಿದ್ಯುತ್ ಕಂಬಗಳು, ತಂತಿಗಳ ಬಳಿ ಎಚ್ಚರಿಕೆಯಿಂದ ಇರಬೇಕು. ತುಂಡಾದ ತಂತಿಗಳನ್ನು ಮುಟ್ಟಬಾರದು, ತಕ್ಷಣ ಸಹಾಯವಾಣಿ 1912ಕ್ಕೆ ಕರೆ ಮಾಡಿ ಮಾಹಿತಿ ನೀಡಬೇಕು ಎಂದು ಸಲಹೆ ನೀಡಿದರು. ಲೈನ್‌ಮನ್‌ಗಳು ಕೆಲಸ ನಿರ್ವಹಿಸುವಾಗ ಸುರಕ್ಷತಾ ಸಾಧನಗಳನ್ನು ಕಡ್ಡಾಯವಾಗಿ ಬಳಸಬೇಕು ಎಂದು ಸೂಚಿಸಿದರು. <box>367 1604 868 1682</box>
headline: ಡಿ.ಎ.ಪಿಗೆ ಪರ್ಯಾಯವಾಗಿ ಸಂಯುಕ್ತ ರಸಗೊಬ್ಬರಗಳ ಬಳಸಿ <box>524 1926 1313 1974</box>
story-jds-protest <box>367 1719 1116 1910</box>
left-column-divider <box>356 111 361 2334</box>
headline: ಜುಲೈ 02 ರಂದು ಡಾ||ಫ.ಗು.ಹಳಕಟ್ಟಿ ಜಯಂತಿ ಆಚರಣೆ <box>69 343 326 461</box>
photo-caption: ಕಾಂಗ್ರೆಸ್ ಪಕ್ಷದ ವಿರುದ್ಧ ಜೆಡಿಎಸ್ ಪ್ರತಿಭಟನೆ <box>612 1891 781 1909</box>
date-label: 01 ಜುಲೈ 2025 <box>1282 63 1409 86</box>
date-badge: ಮಂಗಳವಾರ | 01 ಜುಲೈ 2025 <box>1135 57 1444 92</box>
byline: ಕನ್ನಡನಾಡು ವಾರ್ತೆ <box>52 1251 127 1265</box>
event-photo <box>1134 777 1460 967</box>
